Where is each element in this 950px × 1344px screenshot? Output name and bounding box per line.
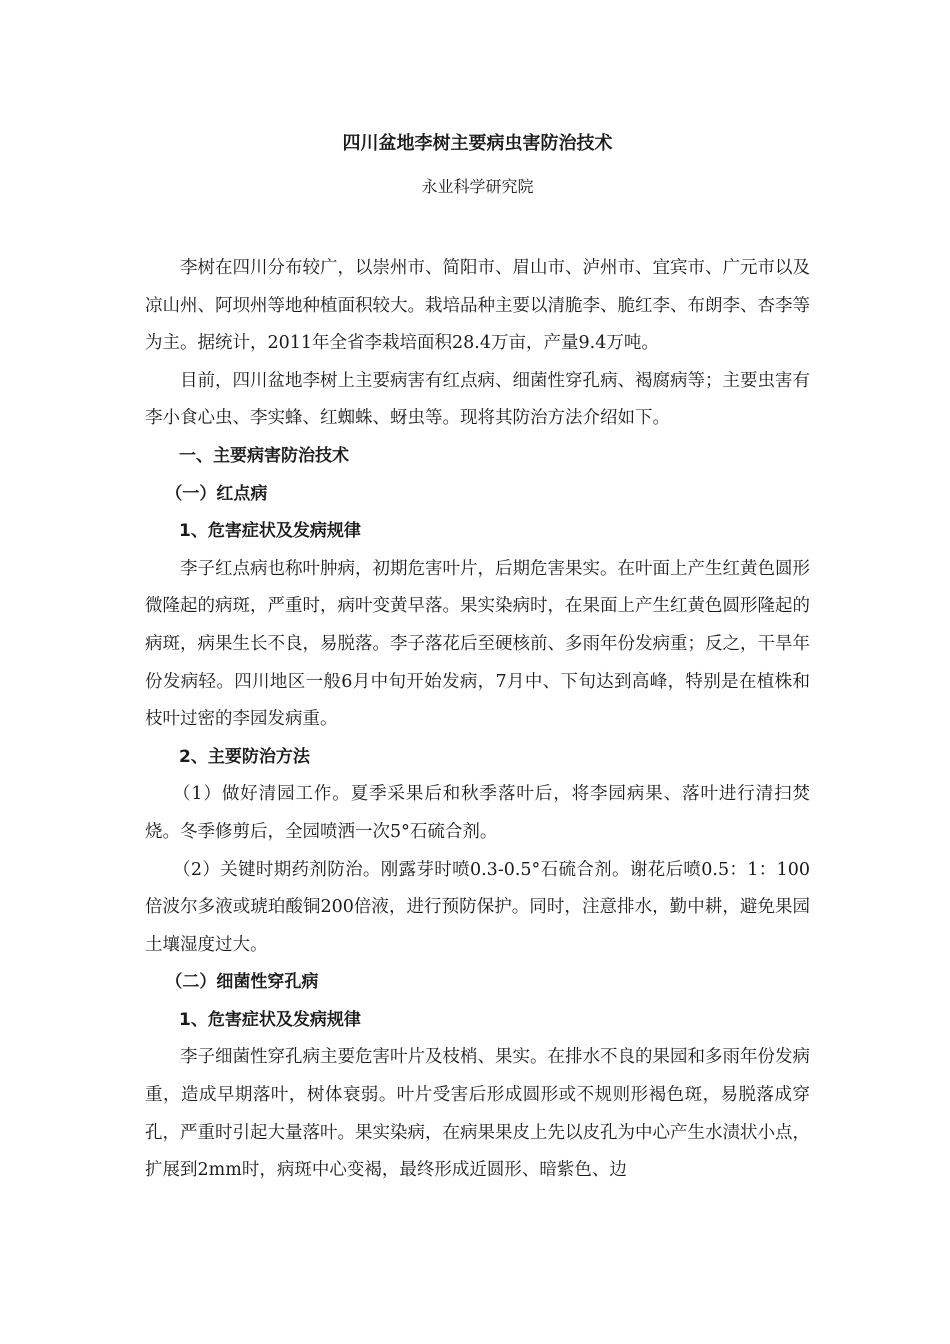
heading-symptoms-2: 1、危害症状及发病规律 [179, 1009, 361, 1030]
paragraph-control-1: （1）做好清园工作。夏季采果后和秋季落叶后，将李园病果、落叶进行清扫焚烧。冬季修剪后，全园喷洒一次5°石硫合剂。 [145, 784, 810, 842]
paragraph-intro: 李树在四川分布较广，以崇州市、简阳市、眉山市、泸州市、宜宾市、广元市以及凉山州、阿坝州等地种植面积较大。栽培品种主要以清脆李、脆红李、布朗李、杏李等为主。据统计，2011年全省李栽培面积28.4万亩，产量9.4万吨。 [145, 258, 810, 354]
section-heading-disease: 一、主要病害防治技术 [179, 445, 349, 466]
paragraph-overview: 目前，四川盆地李树上主要病害有红点病、细菌性穿孔病、褐腐病等；主要虫害有李小食心虫、李实蜂、红蜘蛛、蚜虫等。现将其防治方法介绍如下。 [145, 370, 810, 429]
heading-symptoms-1: 1、危害症状及发病规律 [179, 521, 361, 542]
document-title: 四川盆地李树主要病虫害防治技术 [342, 133, 613, 154]
document-author: 永业科学研究院 [421, 177, 534, 196]
paragraph-control-2: （2）关键时期药剂防治。刚露芽时喷0.3-0.5°石硫合剂。谢花后喷0.5：1：100倍波尔多液或琥珀酸铜200倍液，进行预防保护。同时，注意排水，勤中耕，避免果园土壤湿度过大。 [145, 859, 810, 955]
subsection-heading-bacterial: （二）细菌性穿孔病 [165, 972, 319, 993]
subsection-heading-red-spot: （一）红点病 [165, 483, 268, 504]
heading-control-methods: 2、主要防治方法 [179, 746, 310, 767]
document-body [145, 250, 810, 1190]
paragraph-red-spot-symptoms: 李子红点病也称叶肿病，初期危害叶片，后期危害果实。在叶面上产生红黄色圆形微隆起的病斑，严重时，病叶变黄早落。果实染病时，在果面上产生红黄色圆形隆起的病斑，病果生长不良，易脱落。李子落花后至硬核前、多雨年份发病重；反之，干旱年份发病轻。四川地区一般6月中旬开始发病，7月中、下旬达到高峰，特别是在植株和枝叶过密的李园发病重。 [145, 558, 810, 730]
paragraph-bacterial-symptoms: 李子细菌性穿孔病主要危害叶片及枝梢、果实。在排水不良的果园和多雨年份发病重，造成早期落叶，树体衰弱。叶片受害后形成圆形或不规则形褐色斑，易脱落成穿孔，严重时引起大量落叶。果实染病，在病果果皮上先以皮孔为中心产生水渍状小点，扩展到2mm时，病斑中心变褐，最终形成近圆形、暗紫色、边 [145, 1047, 810, 1181]
